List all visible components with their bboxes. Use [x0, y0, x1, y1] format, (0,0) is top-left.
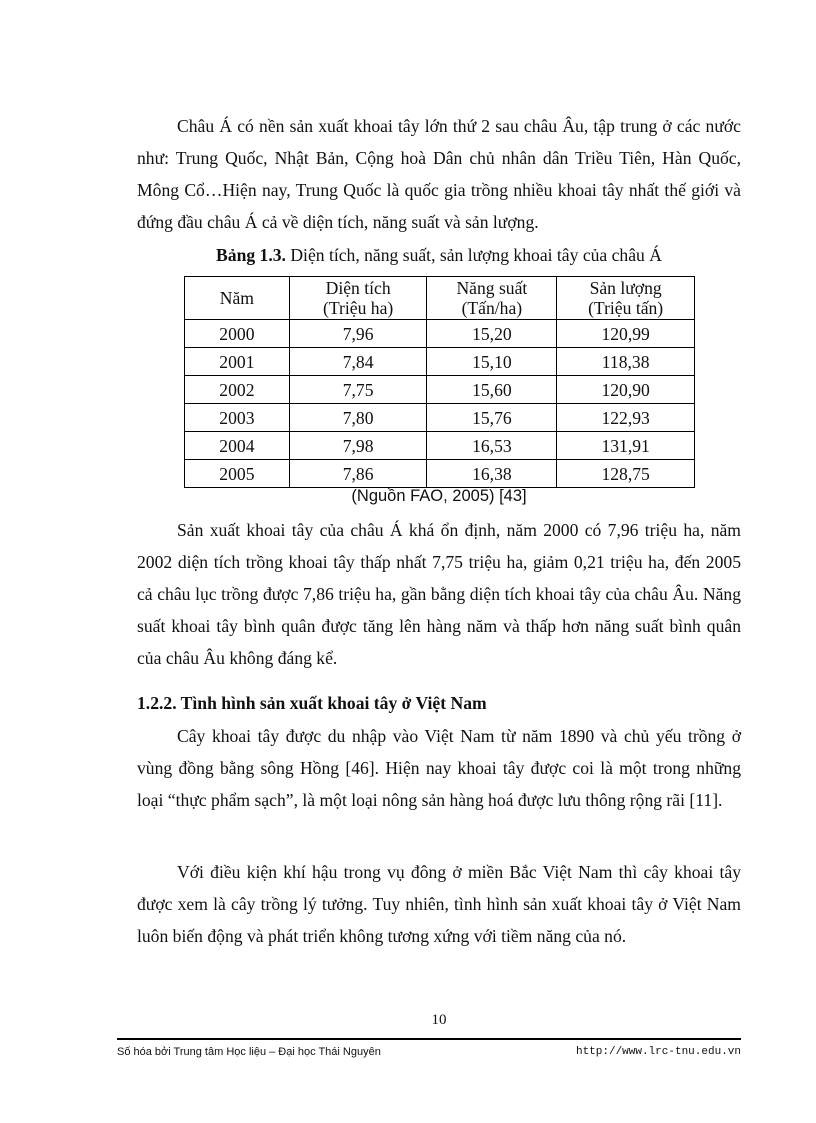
table-caption-text: Diện tích, năng suất, sản lượng khoai tây của châu Á — [285, 245, 662, 265]
cell-output: 122,93 — [557, 404, 695, 432]
cell-year: 2002 — [185, 376, 290, 404]
header-yield-label: Năng suất — [456, 278, 528, 298]
footer-url: http://www.lrc-tnu.edu.vn — [575, 1046, 741, 1058]
cell-area: 7,84 — [289, 348, 427, 376]
cell-output: 120,99 — [557, 320, 695, 348]
header-area — [289, 277, 427, 320]
cell-year: 2003 — [185, 404, 290, 432]
header-output-label: Sản lượng — [589, 278, 662, 298]
analysis-paragraph: Sản xuất khoai tây của châu Á khá ổn định, năm 2000 có 7,96 triệu ha, năm 2002 diện tích trồng khoai tây thấp nhất 7,75 triệu ha, giảm 0,21 triệu ha, đến 2005 cả châu lục trồng được 7,86 triệu ha, gần bằng diện tích khoai tây của châu Âu. Năng suất khoai tây bình quân được tăng lên hàng năm và thấp hơn năng suất bình quân của châu Âu không đáng kể. — [137, 520, 741, 668]
footer-divider — [117, 1038, 741, 1040]
vietnam-climate-paragraph: Với điều kiện khí hậu trong vụ đông ở miền Bắc Việt Nam thì cây khoai tây được xem là cây trồng lý tưởng. Tuy nhiên, tình hình sản xuất khoai tây ở Việt Nam luôn biến động và phát triển không tương xứng với tiềm năng của nó. — [137, 862, 741, 946]
cell-year: 2005 — [185, 460, 290, 488]
table-row — [185, 404, 695, 432]
page-number: 10 — [431, 1012, 447, 1028]
cell-year: 2004 — [185, 432, 290, 460]
cell-yield: 15,10 — [427, 348, 557, 376]
cell-area: 7,96 — [289, 320, 427, 348]
table-row — [185, 320, 695, 348]
table-row — [185, 432, 695, 460]
potato-asia-table — [184, 276, 695, 488]
table-caption-label: Bảng 1.3. — [216, 245, 286, 265]
header-output-unit: (Triệu tấn) — [588, 298, 664, 318]
cell-area: 7,86 — [289, 460, 427, 488]
table-caption — [137, 242, 741, 268]
cell-output: 128,75 — [557, 460, 695, 488]
header-output — [557, 277, 695, 320]
intro-paragraph: Châu Á có nền sản xuất khoai tây lớn thứ 2 sau châu Âu, tập trung ở các nước như: Trung Quốc, Nhật Bản, Cộng hoà Dân chủ nhân dân Triều Tiên, Hàn Quốc, Mông Cổ…Hiện nay, Trung Quốc là quốc gia trồng nhiều khoai tây nhất thế giới và đứng đầu châu Á cả về diện tích, năng suất và sản lượng. — [137, 116, 741, 232]
header-area-label: Diện tích — [325, 278, 391, 298]
cell-area: 7,75 — [289, 376, 427, 404]
cell-yield: 16,38 — [427, 460, 557, 488]
cell-yield: 15,20 — [427, 320, 557, 348]
cell-yield: 16,53 — [427, 432, 557, 460]
footer-credit: Số hóa bởi Trung tâm Học liệu – Đại học Thái Nguyên — [117, 1046, 381, 1058]
cell-area: 7,98 — [289, 432, 427, 460]
table-source: (Nguồn FAO, 2005) [43] — [351, 487, 527, 505]
header-year: Năm — [185, 277, 290, 320]
cell-yield: 15,76 — [427, 404, 557, 432]
section-heading: 1.2.2. Tình hình sản xuất khoai tây ở Việt Nam — [137, 693, 487, 713]
cell-year: 2001 — [185, 348, 290, 376]
cell-area: 7,80 — [289, 404, 427, 432]
cell-year: 2000 — [185, 320, 290, 348]
cell-output: 118,38 — [557, 348, 695, 376]
table-row — [185, 348, 695, 376]
table-header-row — [185, 277, 695, 320]
header-area-unit: (Triệu ha) — [323, 298, 394, 318]
cell-output: 120,90 — [557, 376, 695, 404]
cell-output: 131,91 — [557, 432, 695, 460]
header-yield-unit: (Tấn/ha) — [461, 298, 523, 318]
header-yield — [427, 277, 557, 320]
vietnam-intro-paragraph: Cây khoai tây được du nhập vào Việt Nam từ năm 1890 và chủ yếu trồng ở vùng đồng bằng sông Hồng [46]. Hiện nay khoai tây được coi là một trong những loại “thực phẩm sạch”, là một loại nông sản hàng hoá được lưu thông rộng rãi [11]. — [137, 726, 741, 810]
cell-yield: 15,60 — [427, 376, 557, 404]
table-row — [185, 376, 695, 404]
